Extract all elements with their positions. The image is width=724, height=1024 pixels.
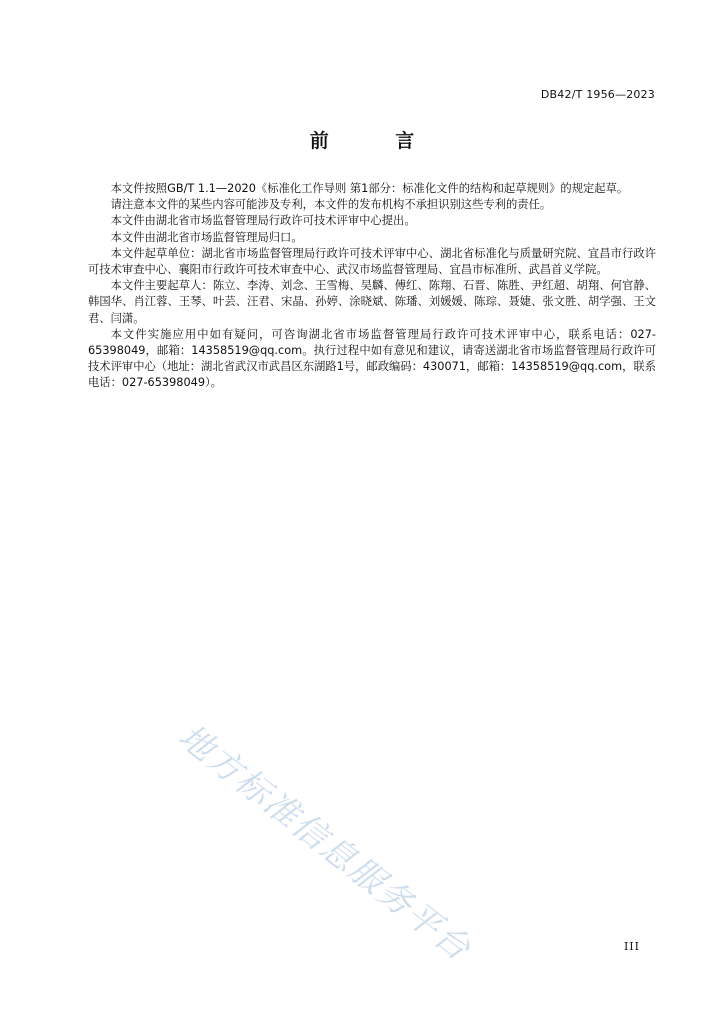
foreword-body [88,181,656,392]
paragraph-patent-notice: 请注意本文件的某些内容可能涉及专利，本文件的发布机构不承担识别这些专利的责任。 [110,198,552,212]
paragraph-drafting-units: 本文件起草单位：湖北省市场监督管理局行政许可技术评审中心、湖北省标准化与质量研究院、宜昌市行政许可技术审查中心、襄阳市行政许可技术审查中心、武汉市场监督管理局、宜昌市标准所、武昌首义学院。 [88,246,656,277]
page-title: 前 言 [309,130,445,152]
paragraph-administrator: 本文件由湖北省市场监督管理局归口。 [110,230,303,244]
paragraph-drafting-rules: 本文件按照GB/T 1.1—2020《标准化工作导则 第1部分：标准化文件的结构和起草规则》的规定起草。 [110,182,629,195]
page-number: III [623,940,640,953]
watermark: 地方标准信息服务平台 [170,716,479,970]
standard-code: DB42/T 1956—2023 [540,88,655,101]
paragraph-drafters: 本文件主要起草人：陈立、李涛、刘念、王雪梅、吴麟、傅红、陈翔、石晋、陈胜、尹红超、胡翔、何官静、韩国华、肖江蓉、王琴、叶芸、汪君、宋晶、孙婷、涂晓斌、陈璠、刘媛媛、陈琮、聂婕、张文胜、胡学强、王文君、闫潇。 [88,279,656,325]
paragraph-proposer: 本文件由湖北省市场监督管理局行政许可技术评审中心提出。 [110,214,416,228]
paragraph-contact: 本文件实施应用中如有疑问，可咨询湖北省市场监督管理局行政许可技术评审中心，联系电话：027-65398049，邮箱：14358519@qq.com。执行过程中如有意见和建议，请寄送湖北省市场监督管理局行政许可技术评审中心（地址：湖北省武汉市武昌区东湖路1号，邮政编码：430071，邮箱：14358519@qq.com，联系电话：027-65398049）。 [88,327,656,390]
